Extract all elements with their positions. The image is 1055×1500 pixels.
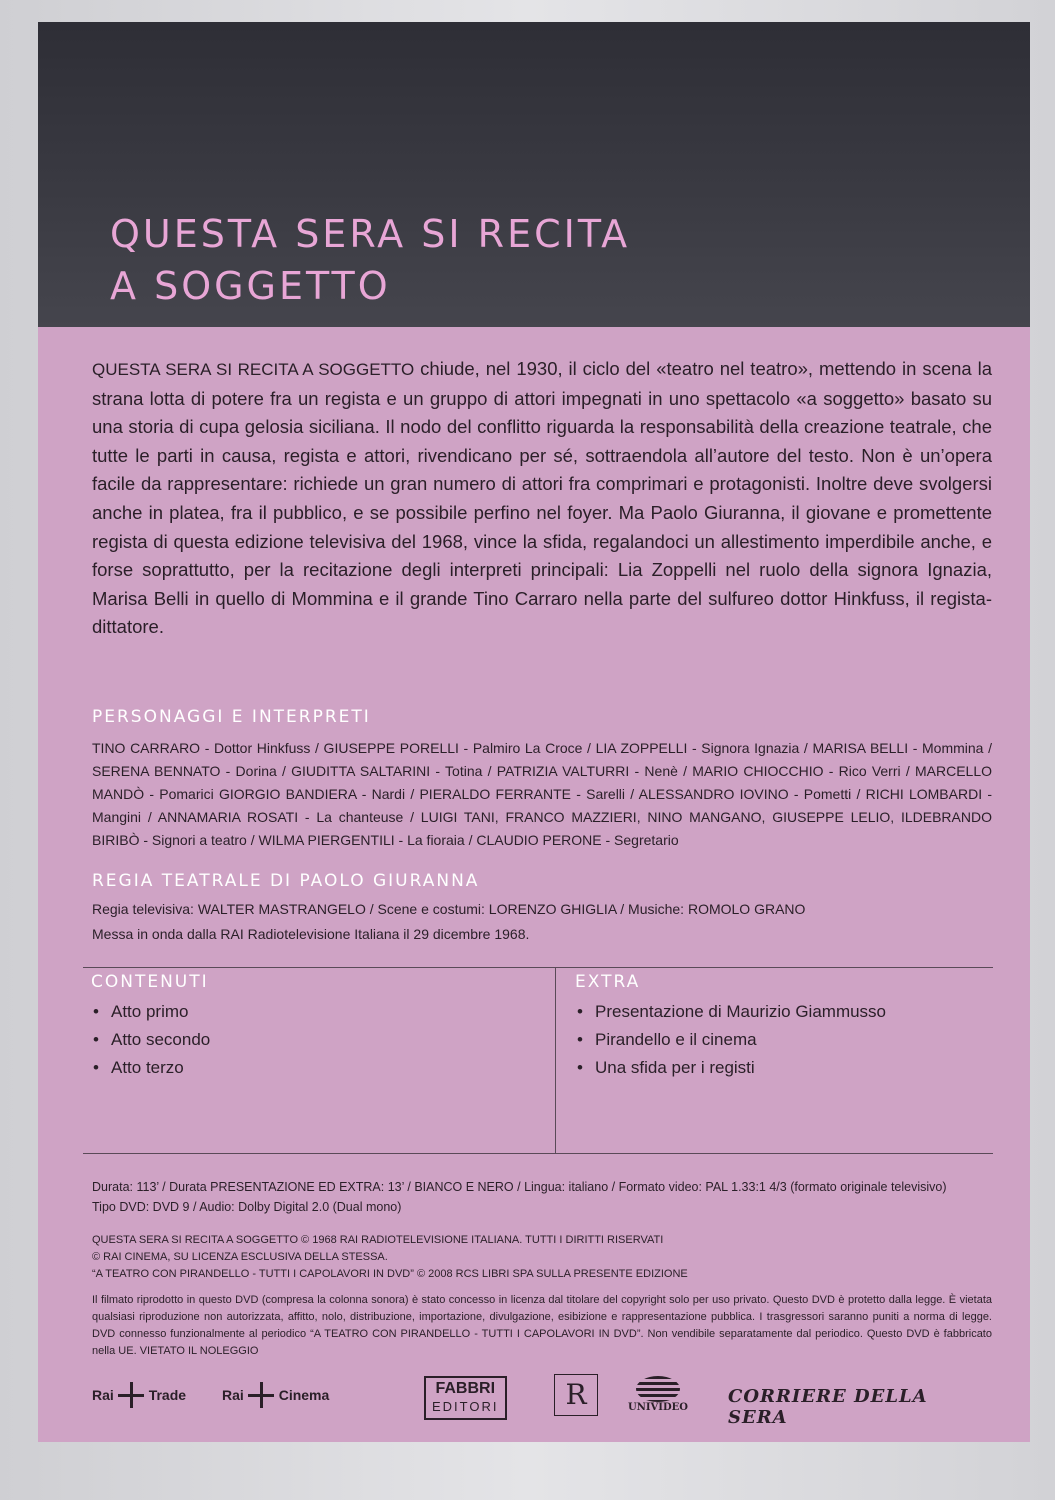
globe-icon (636, 1376, 680, 1402)
list-item: • Atto secondo (91, 1026, 541, 1054)
tech-line-2: Tipo DVD: DVD 9 / Audio: Dolby Digital 2.0 (Dual mono) (92, 1200, 402, 1214)
content-panel (38, 327, 1030, 1442)
list-item: • Presentazione di Maurizio Giammusso (575, 998, 985, 1026)
direction-heading: REGIA TEATRALE DI PAOLO GIURANNA (92, 871, 480, 891)
copyright-notice (92, 1232, 992, 1283)
direction-line-1: Regia televisiva: WALTER MASTRANGELO / Scene e costumi: LORENZO GHIGLIA / Musiche: ROMOLO GRANO (92, 901, 806, 917)
contents-column (91, 972, 541, 1082)
list-item: • Una sfida per i registi (575, 1054, 985, 1082)
extra-list (575, 998, 985, 1082)
copyright-line-3: “A TEATRO CON PIRANDELLO - TUTTI I CAPOLAVORI IN DVD” © 2008 RCS LIBRI SPA SULLA PRESENTE EDIZIONE (92, 1268, 688, 1280)
synopsis-text: chiude, nel 1930, il ciclo del «teatro nel teatro», mettendo in scena la strana lotta di potere fra un regista e un gruppo di attori impegnati in uno spettacolo «a soggetto» basato su una storia di cupa gelosia siciliana. Il nodo del conflitto riguarda la responsabilità della creazione teatrale, che tutte le parti in causa, regista e attori, rivendicano per sé, sottraendola all’autore del testo. Non è un’opera facile da rappresentare: richiede un gran numero di attori fra comprimari e protagonisti. Inoltre deve svolgersi anche in platea, fra il pubblico, e se possibile perfino nel foyer. Ma Paolo Giuranna, il giovane e promettente regista di questa edizione televisiva del 1968, vince la sfida, regalandoci un allestimento imperdibile anche, e forse soprattutto, per la recitazione degli interpreti principali: Lia Zoppelli nel ruolo della signora Ignazia, Marisa Belli in quello di Mommina e il grande Tino Carraro nella parte del sulfureo dottor Hinkfuss, il regista-dittatore. (92, 358, 992, 638)
fabbri-editori-logo: FABBRI EDITORI (424, 1376, 507, 1420)
direction-line-2: Messa in onda dalla RAI Radiotelevisione Italiana il 29 dicembre 1968. (92, 926, 530, 942)
extra-column (575, 972, 985, 1082)
title-line-1: QUESTA SERA SI RECITA (110, 212, 631, 256)
rai-mark-icon (248, 1382, 274, 1408)
tech-line-1: Durata: 113’ / Durata PRESENTAZIONE ED EXTRA: 13’ / BIANCO E NERO / Lingua: italiano / Formato video: PAL 1.33:1 4/3 (formato originale televisivo) (92, 1180, 947, 1194)
direction-credits (92, 897, 992, 947)
synopsis (92, 355, 992, 642)
page-title (110, 208, 630, 312)
rai-mark-icon (118, 1382, 144, 1408)
list-item: • Atto terzo (91, 1054, 541, 1082)
list-item: • Pirandello e il cinema (575, 1026, 985, 1054)
contents-heading: CONTENUTI (91, 972, 209, 992)
column-divider (555, 968, 556, 1153)
rai-cinema-logo: Rai Cinema (222, 1382, 329, 1408)
title-line-2: A SOGGETTO (110, 264, 391, 308)
extra-heading: EXTRA (575, 972, 641, 992)
contents-extra-box (83, 967, 993, 1154)
logo-strip (92, 1372, 992, 1432)
copyright-line-1: QUESTA SERA SI RECITA A SOGGETTO © 1968 RAI RADIOTELEVISIONE ITALIANA. TUTTI I DIRITTI RISERVATI (92, 1234, 664, 1246)
technical-specs (92, 1177, 992, 1217)
synopsis-lead: QUESTA SERA SI RECITA A SOGGETTO (92, 360, 415, 379)
list-item: • Atto primo (91, 998, 541, 1026)
cast-list: TINO CARRARO - Dottor Hinkfuss / GIUSEPPE PORELLI - Palmiro La Croce / LIA ZOPPELLI - Signora Ignazia / MARISA BELLI - Mommina / SERENA BENNATO - Dorina / GIUDITTA SALTARINI - Totina / PATRIZIA VALTURRI - Nenè / MARIO CHIOCCHIO - Rico Verri / MARCELLO MANDÒ - Pomarici GIORGIO BANDIERA - Nardi / PIERALDO FERRANTE - Sarelli / ALESSANDRO IOVINO - Pometti / RICHI LOMBARDI - Mangini / ANNAMARIA ROSATI - La chanteuse / LUIGI TANI, FRANCO MAZZIERI, NINO MANGANO, GIUSEPPE LELIO, ILDEBRANDO BIRIBÒ - Signori a teatro / WILMA PIERGENTILI - La fioraia / CLAUDIO PERONE - Segretario (92, 740, 992, 848)
contents-list (91, 998, 541, 1082)
corriere-della-sera-logo: CORRIERE DELLA SERA (728, 1386, 928, 1428)
univideo-logo: UNIVIDEO (628, 1376, 688, 1413)
videoerre-logo: R (554, 1374, 598, 1416)
cast-heading: PERSONAGGI E INTERPRETI (92, 707, 371, 727)
back-cover (38, 22, 1030, 1442)
copyright-line-2: © RAI CINEMA, SU LICENZA ESCLUSIVA DELLA STESSA. (92, 1251, 388, 1263)
title-band (38, 22, 1030, 327)
rai-trade-logo: Rai Trade (92, 1382, 186, 1408)
legal-notice: Il filmato riprodotto in questo DVD (compresa la colonna sonora) è stato concesso in licenza dal titolare del copyright solo per uso privato. Questo DVD è protetto dalla legge. È vietata qualsiasi riproduzione non autorizzata, affitto, nolo, distribuzione, importazione, divulgazione, esibizione e rappresentazione pubblica. I trasgressori saranno puniti a norma di legge. DVD connesso funzionalmente al periodico “A TEATRO CON PIRANDELLO - TUTTI I CAPOLAVORI IN DVD”. Non vendibile separatamente dal periodico. Questo DVD è fabbricato nella UE. VIETATO IL NOLEGGIO (92, 1294, 992, 1357)
